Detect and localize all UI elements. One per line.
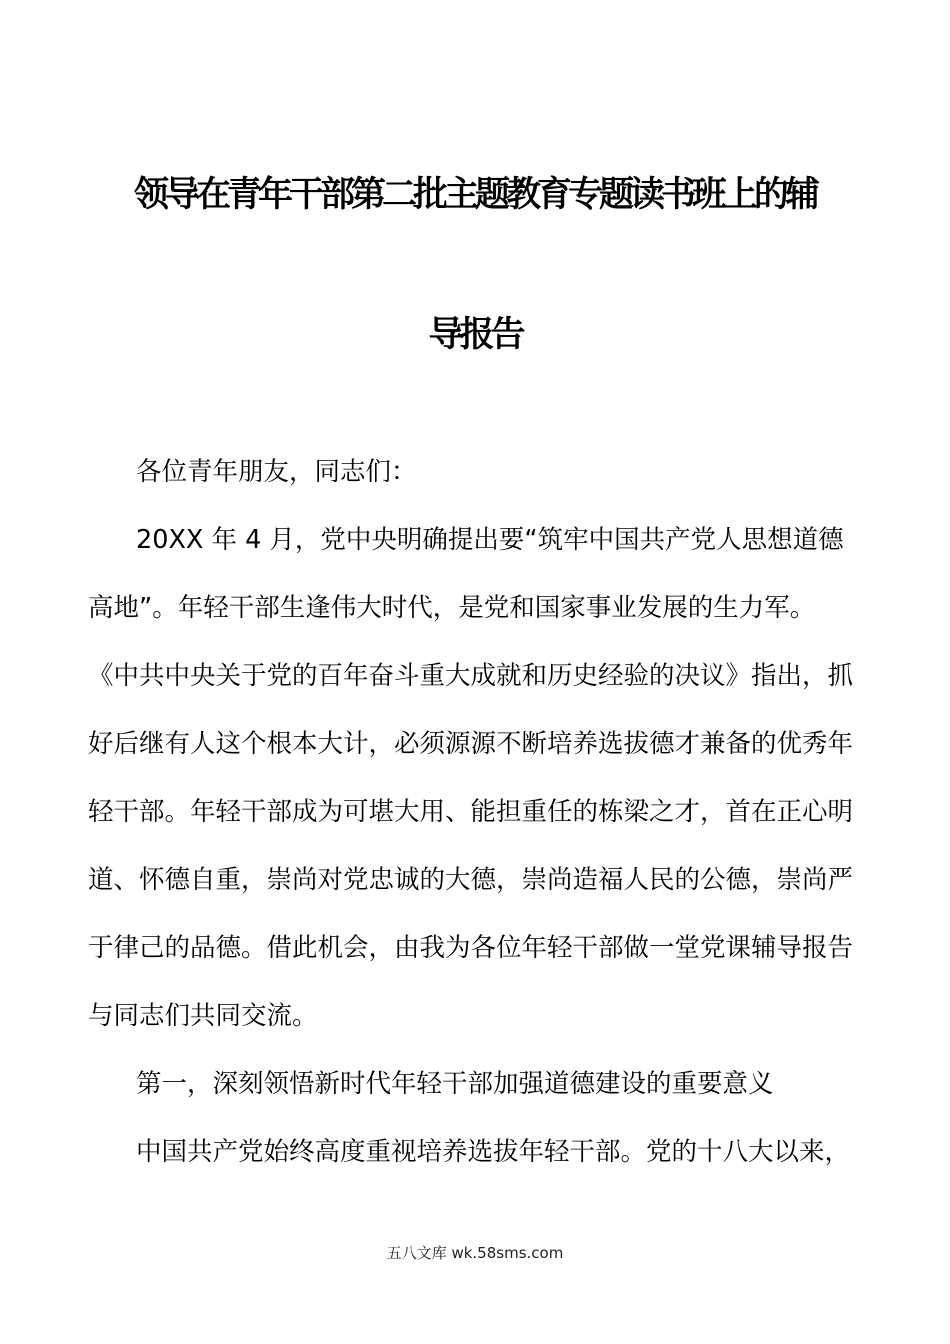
- paragraph-line: 于律己的品德。借此机会，由我为各位年轻干部做一堂党课辅导报告: [88, 933, 854, 963]
- paragraph-line: 中国共产党始终高度重视培养选拔年轻干部。党的十八大以来，: [136, 1137, 851, 1167]
- paragraph-line: 20XX 年 4 月，党中央明确提出要“筑牢中国共产党人思想道德: [136, 525, 844, 555]
- paragraph-line: 道、怀德自重，崇尚对党忠诚的大德，崇尚造福人民的公德，崇尚严: [88, 865, 854, 895]
- paragraph-line: 与同志们共同交流。: [88, 1001, 318, 1031]
- paragraph-line: 高地”。年轻干部生逢伟大时代，是党和国家事业发展的生力军。: [88, 593, 816, 623]
- paragraph-line: 《中共中央关于党的百年奋斗重大成就和历史经验的决议》指出，抓: [88, 661, 854, 691]
- footer-watermark: 五八文库 wk.58sms.com: [386, 1244, 564, 1262]
- document-title-line-1: 领导在青年干部第二批主题教育专题读书班上的辅: [133, 175, 816, 215]
- salutation: 各位青年朋友，同志们：: [136, 457, 417, 487]
- paragraph-line: 好后继有人这个根本大计，必须源源不断培养选拔德才兼备的优秀年: [88, 729, 854, 759]
- document-title-line-2: 导报告: [428, 315, 522, 355]
- paragraph-line: 轻干部。年轻干部成为可堪大用、能担重任的栋梁之才，首在正心明: [88, 797, 854, 827]
- section-heading: 第一，深刻领悟新时代年轻干部加强道德建设的重要意义: [136, 1069, 774, 1099]
